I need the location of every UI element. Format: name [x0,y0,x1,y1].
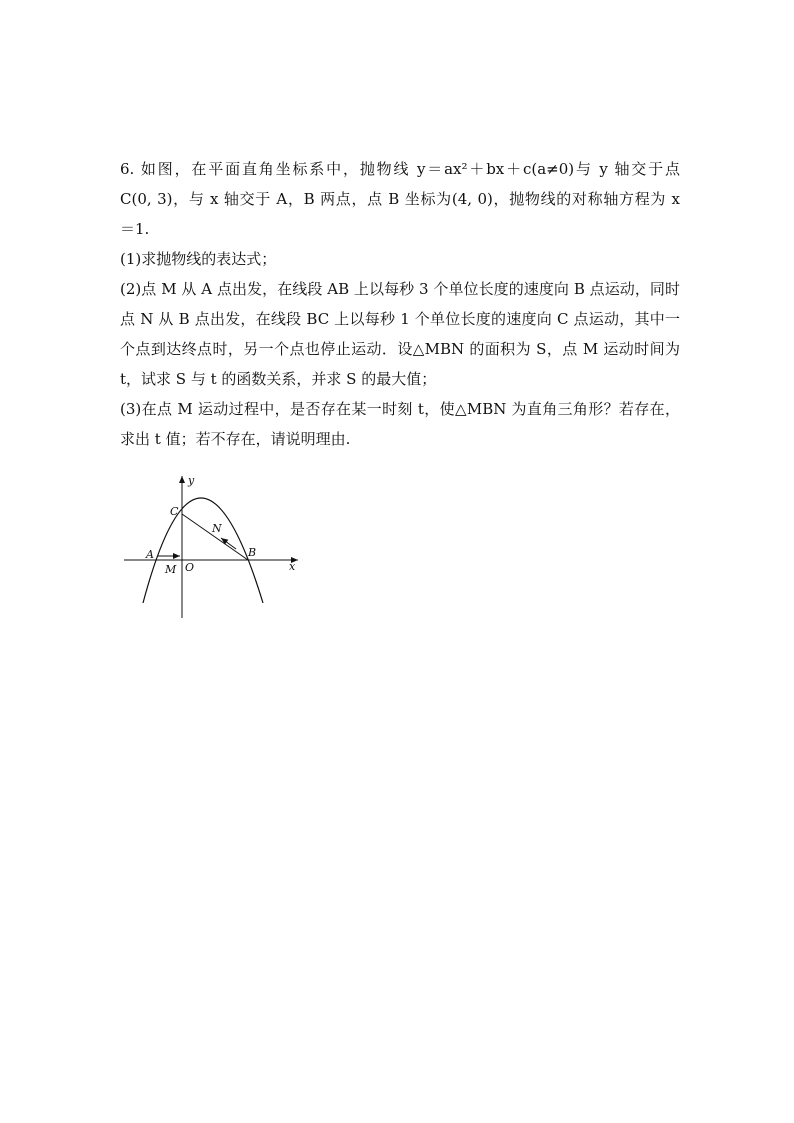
parabola-curve [143,498,263,603]
problem-line-2: C(0, 3)，与 x 轴交于 A，B 两点，点 B 坐标为(4, 0)，抛物线的对称轴方程为 x [120,190,680,208]
arrow-n [221,538,236,549]
label-m: M [165,563,177,576]
parabola-figure [118,472,308,624]
label-n: N [212,522,222,535]
problem-line-7: 个点到达终点时，另一个点也停止运动．设△MBN 的面积为 S，点 M 运动时间为 [120,340,680,358]
problem-line-3: ＝1. [120,220,150,238]
problem-line-5: (2)点 M 从 A 点出发，在线段 AB 上以每秒 3 个单位长度的速度向 B 点运动，同时 [120,280,680,298]
problem-line-10: 求出 t 值；若不存在，请说明理由. [120,430,351,448]
problem-line-4: (1)求抛物线的表达式； [120,250,277,268]
figure-svg [118,472,308,624]
label-y: y [188,474,195,487]
label-c: C [170,505,179,518]
label-a: A [146,548,154,561]
problem-line-6: 点 N 从 B 点出发，在线段 BC 上以每秒 1 个单位长度的速度向 C 点运动，其中一 [120,310,680,328]
problem-line-1: 6. 如图，在平面直角坐标系中，抛物线 y＝ax²＋bx＋c(a≠0)与 y 轴交于点 [120,160,680,178]
problem-line-8: t，试求 S 与 t 的函数关系，并求 S 的最大值； [120,370,437,388]
label-b: B [248,546,257,559]
problem-text [120,154,680,454]
problem-line-9: (3)在点 M 运动过程中，是否存在某一时刻 t，使△MBN 为直角三角形？若存在， [120,400,680,418]
label-x: x [289,560,296,573]
label-o: O [185,561,195,574]
